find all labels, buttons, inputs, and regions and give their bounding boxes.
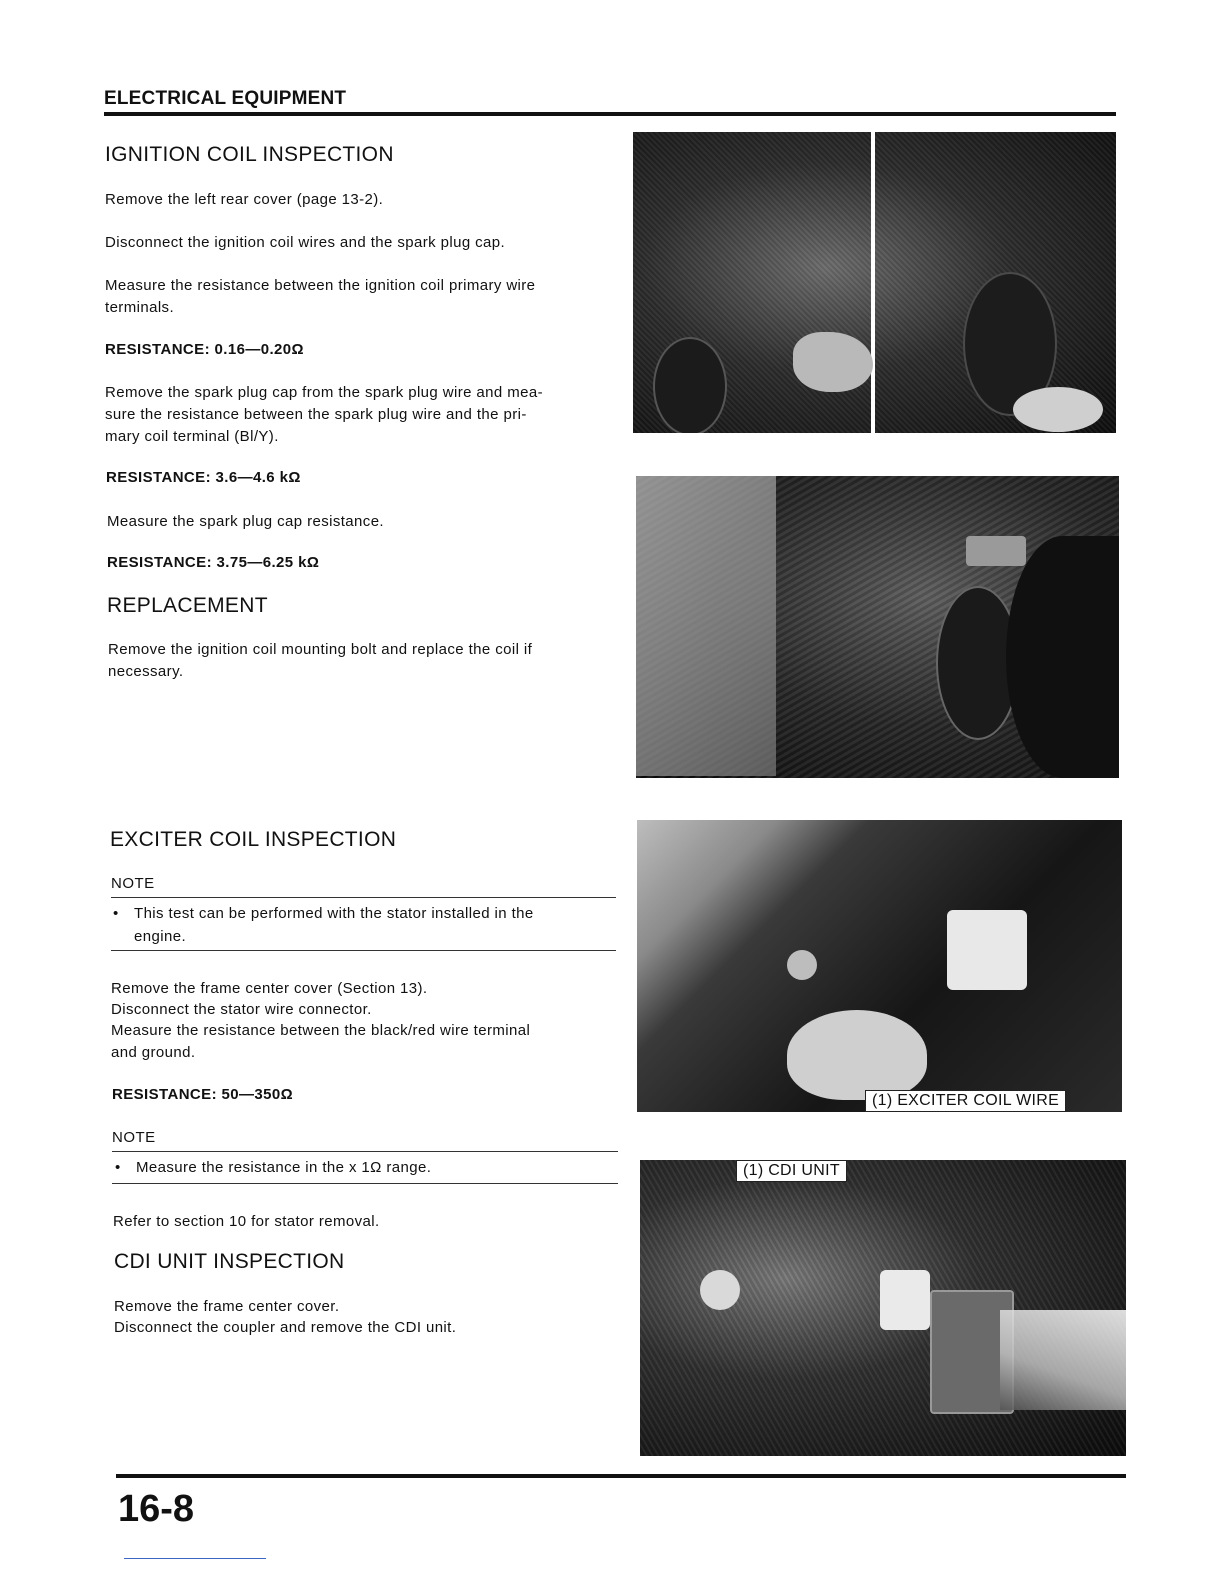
ignition-step-1: Remove the left rear cover (page 13-2). (105, 191, 384, 208)
bolt-shape (700, 1270, 740, 1310)
exciter-note2-text: Measure the resistance in the x 1Ω range. (136, 1159, 432, 1176)
exciter-note-line-2: engine. (134, 928, 187, 945)
exciter-note-label: NOTE (111, 875, 155, 892)
cdi-heading: CDI UNIT INSPECTION (114, 1250, 345, 1273)
note2-top-rule (112, 1151, 618, 1152)
hand-shape (787, 1010, 927, 1100)
ignition-coil-shape (966, 536, 1026, 566)
section-title: ELECTRICAL EQUIPMENT (104, 88, 347, 109)
exciter-step-4: Refer to section 10 for stator removal. (113, 1213, 380, 1230)
coupler-shape (880, 1270, 930, 1330)
exciter-step-2: Disconnect the stator wire connector. (111, 1001, 372, 1018)
note-bottom-rule (111, 950, 616, 951)
ignition-spec-secondary: RESISTANCE: 3.6—4.6 kΩ (106, 469, 301, 486)
cdi-unit-callout: (1) CDI UNIT (736, 1160, 847, 1182)
ignition-step-4a: Remove the spark plug cap from the spark plug wire and mea- (105, 384, 543, 401)
ignition-heading: IGNITION COIL INSPECTION (105, 143, 394, 166)
terminal-shape (787, 950, 817, 980)
header-rule (104, 112, 1116, 116)
replacement-step-1a: Remove the ignition coil mounting bolt and replace the coil if (108, 641, 533, 658)
note2-bullet: • (115, 1159, 121, 1176)
exciter-spec: RESISTANCE: 50—350Ω (112, 1086, 294, 1103)
exciter-note2-label: NOTE (112, 1129, 156, 1146)
link-underline (124, 1558, 266, 1559)
shock-spring-shape (653, 337, 727, 433)
footer-rule (116, 1474, 1126, 1478)
ignition-step-5: Measure the spark plug cap resistance. (107, 513, 385, 530)
hand-shape (793, 332, 873, 392)
exciter-heading: EXCITER COIL INSPECTION (110, 828, 397, 851)
ignition-step-2: Disconnect the ignition coil wires and the spark plug cap. (105, 234, 506, 251)
exciter-note-line-1: This test can be performed with the stator installed in the (134, 905, 534, 922)
page-number: 16-8 (118, 1488, 195, 1530)
replacement-heading: REPLACEMENT (107, 594, 268, 617)
cdi-unit-photo (640, 1160, 1126, 1456)
ignition-spec-cap: RESISTANCE: 3.75—6.25 kΩ (107, 554, 320, 571)
ignition-step-4b: sure the resistance between the spark plug wire and the pri- (105, 406, 527, 423)
ignition-step-3a: Measure the resistance between the ignition coil primary wire (105, 277, 536, 294)
note-top-rule (111, 897, 616, 898)
exciter-step-1: Remove the frame center cover (Section 13). (111, 980, 428, 997)
ignition-step-4c: mary coil terminal (Bl/Y). (105, 428, 279, 445)
exciter-step-3b: and ground. (111, 1044, 196, 1061)
note-bullet: • (113, 905, 119, 922)
panel-shape (636, 476, 776, 776)
ignition-coil-photo-pair (633, 132, 1116, 433)
rear-fender-shape (1006, 536, 1119, 778)
ignition-spec-primary: RESISTANCE: 0.16—0.20Ω (105, 341, 304, 358)
exciter-coil-callout: (1) EXCITER COIL WIRE (865, 1090, 1066, 1112)
cdi-step-1: Remove the frame center cover. (114, 1298, 340, 1315)
exciter-step-3a: Measure the resistance between the black/red wire terminal (111, 1022, 531, 1039)
frame-cover-shape (1000, 1310, 1126, 1410)
coil-mounting-photo (636, 476, 1119, 778)
cdi-step-2: Disconnect the coupler and remove the CDI unit. (114, 1319, 457, 1336)
exciter-coil-photo (637, 820, 1122, 1112)
hand-shape (1013, 387, 1103, 432)
connector-shape (947, 910, 1027, 990)
replacement-step-1b: necessary. (108, 663, 184, 680)
note2-bottom-rule (112, 1183, 618, 1184)
ignition-step-3b: terminals. (105, 299, 175, 316)
photo-divider (871, 132, 875, 433)
